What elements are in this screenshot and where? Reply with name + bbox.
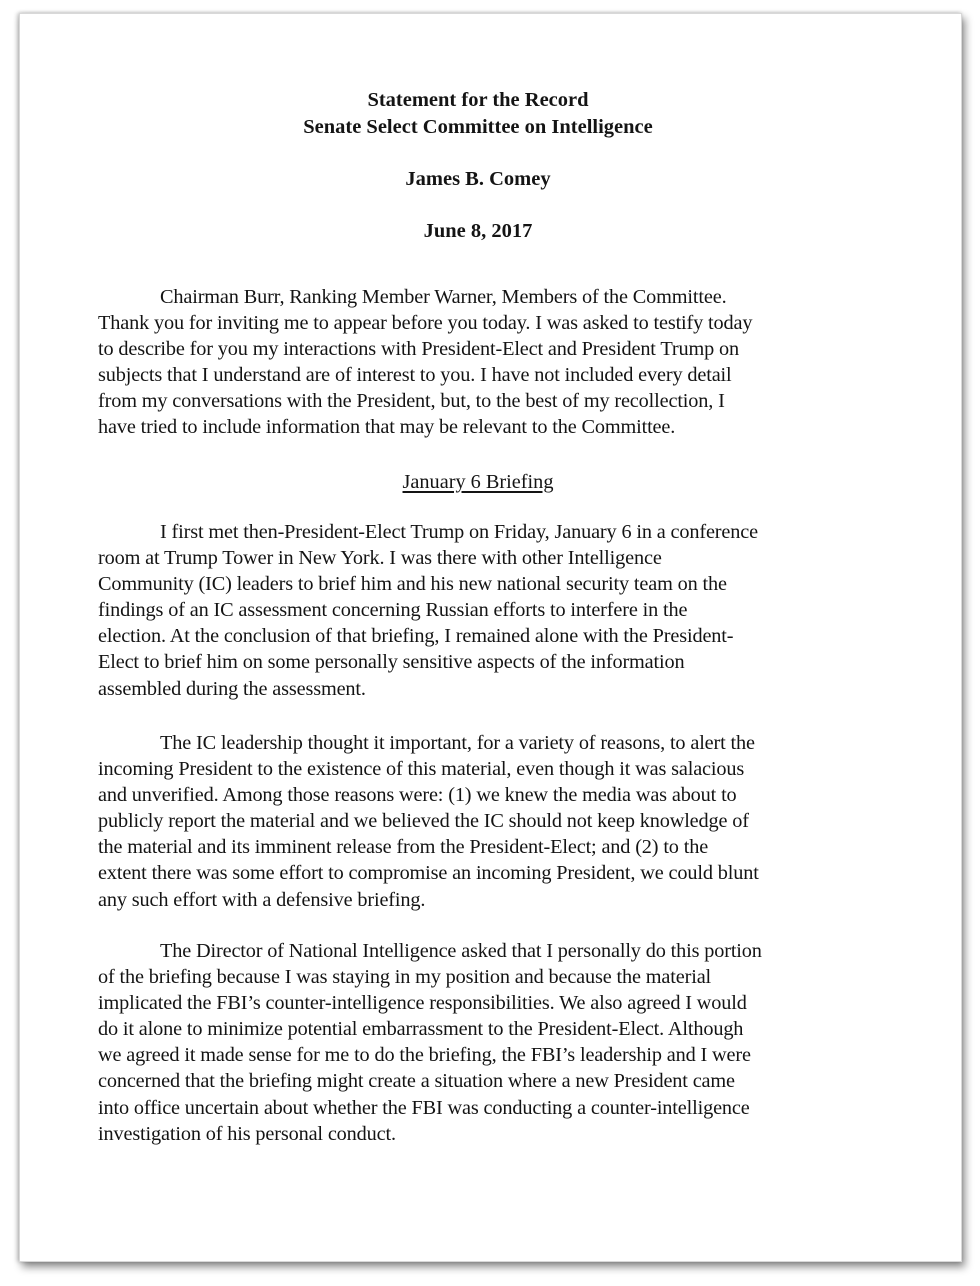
text-line: Thank you for inviting me to appear before you today. I was asked to testify today [98,312,753,335]
text-line: and unverified. Among those reasons were: (1) we knew the media was about to [98,784,737,807]
text-line: the material and its imminent release from the President-Elect; and (2) to the [98,836,709,859]
document-title: Statement for the Record [367,89,589,111]
text-line: room at Trump Tower in New York. I was there with other Intelligence [98,547,662,570]
text-line: publicly report the material and we believed the IC should not keep knowledge of [98,810,749,833]
text-line: I first met then-President-Elect Trump on Friday, January 6 in a conference [160,521,758,543]
body-paragraph [98,938,878,1147]
body-paragraph [98,730,878,913]
body-paragraph [98,519,878,702]
text-line: Chairman Burr, Ranking Member Warner, Members of the Committee. [160,286,727,308]
text-line: subjects that I understand are of interest to you. I have not included every detail [98,364,732,387]
author-name: James B. Comey [405,168,551,190]
document-page [19,13,962,1262]
text-line: Elect to brief him on some personally sensitive aspects of the information [98,651,685,674]
text-line: do it alone to minimize potential embarrassment to the President-Elect. Although [98,1018,744,1041]
document-date: June 8, 2017 [423,220,533,242]
text-line: The Director of National Intelligence asked that I personally do this portion [160,940,762,962]
section-heading: January 6 Briefing [402,471,554,493]
text-line: election. At the conclusion of that briefing, I remained alone with the President- [98,625,734,648]
text-line: assembled during the assessment. [98,677,366,700]
text-line: concerned that the briefing might create a situation where a new President came [98,1070,735,1093]
text-line: any such effort with a defensive briefing. [98,888,426,911]
text-line: investigation of his personal conduct. [98,1122,396,1145]
text-line: have tried to include information that may be relevant to the Committee. [98,416,676,439]
document-subtitle: Senate Select Committee on Intelligence [303,116,653,138]
text-line: Community (IC) leaders to brief him and his new national security team on the [98,573,727,596]
text-line: from my conversations with the President, but, to the best of my recollection, I [98,390,725,413]
text-line: extent there was some effort to compromise an incoming President, we could blunt [98,862,759,885]
text-line: to describe for you my interactions with President-Elect and President Trump on [98,338,739,361]
text-line: incoming President to the existence of this material, even though it was salacious [98,758,745,781]
text-line: of the briefing because I was staying in my position and because the material [98,966,712,989]
text-line: into office uncertain about whether the FBI was conducting a counter-intelligence [98,1096,750,1119]
text-line: we agreed it made sense for me to do the briefing, the FBI’s leadership and I were [98,1044,751,1067]
text-line: implicated the FBI’s counter-intelligence responsibilities. We also agreed I would [98,992,747,1015]
text-line: findings of an IC assessment concerning Russian efforts to interfere in the [98,599,688,622]
intro-paragraph [98,284,878,441]
document-title-block [98,87,858,141]
text-line: The IC leadership thought it important, for a variety of reasons, to alert the [160,732,755,754]
